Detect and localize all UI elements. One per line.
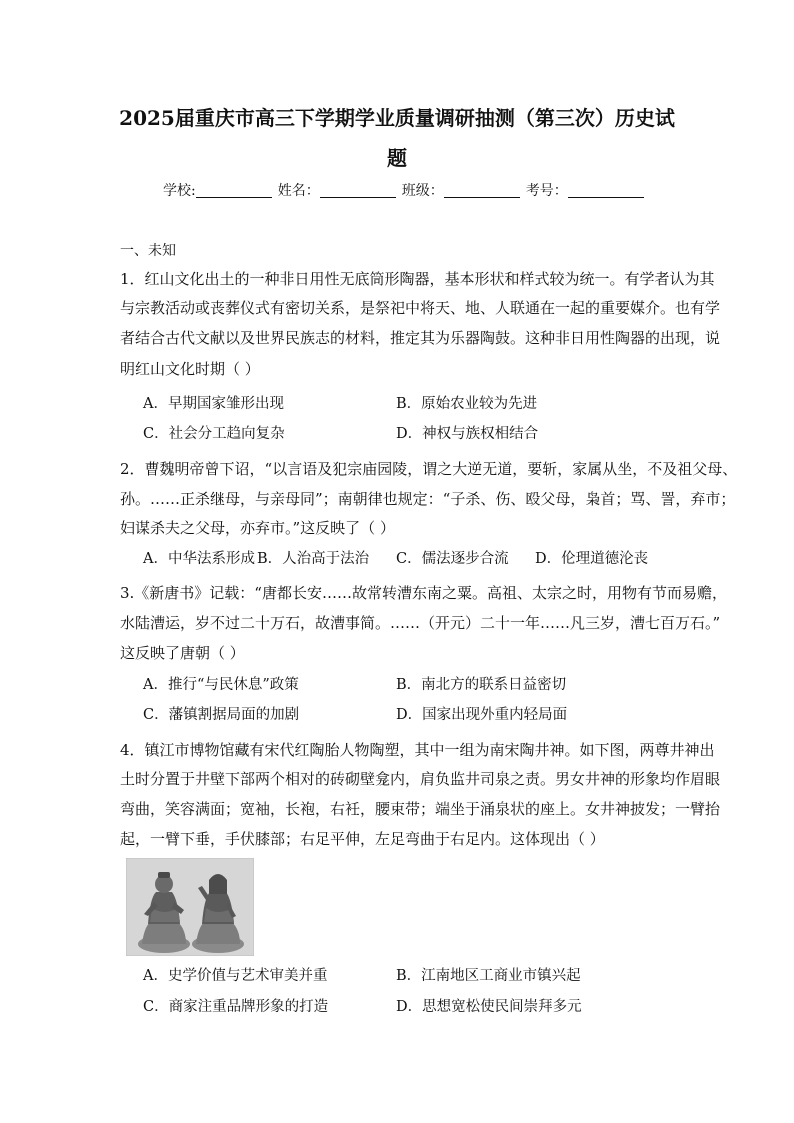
q2-options-row xyxy=(143,549,683,569)
q3-option-d[interactable]: D．国家出现外重内轻局面 xyxy=(396,707,568,723)
q4-options-row-1 xyxy=(143,966,683,986)
q2-stem-line-2: 孙。……正杀继母，与亲母同”；南朝律也规定：“子杀、伤、殴父母，枭首；骂、詈，弃市； xyxy=(120,490,736,508)
q3-option-b[interactable]: B．南北方的联系日益密切 xyxy=(396,677,567,693)
q4-stem-line-3: 弯曲，笑容满面；宽袖，长袍，右衽，腰束带；端坐于涌泉状的座上。女井神披发；一臂抬 xyxy=(120,800,721,818)
name-label: 姓名： xyxy=(277,183,320,199)
q1-stem-line-1: 1．红山文化出土的一种非日用性无底筒形陶器，基本形状和样式较为统一。有学者认为其 xyxy=(120,270,715,288)
q4-option-b[interactable]: B．江南地区工商业市镇兴起 xyxy=(396,968,581,984)
q1-stem-line-2: 与宗教活动或丧葬仪式有密切关系，是祭祀中将天、地、人联通在一起的重要媒介。也有学 xyxy=(120,299,721,317)
q1-option-d[interactable]: D．神权与族权相结合 xyxy=(396,426,539,442)
q3-options-row-2 xyxy=(143,705,683,725)
name-blank[interactable] xyxy=(320,183,396,198)
exam-number-blank[interactable] xyxy=(568,183,644,198)
q2-stem-line-1: 2．曹魏明帝曾下诏，“以言语及犯宗庙园陵，谓之大逆无道，要斩，家属从坐，不及祖父母、 xyxy=(120,460,738,478)
q1-stem-line-4: 明红山文化时期（ ） xyxy=(120,360,260,378)
q4-option-d[interactable]: D．思想宽松使民间崇拜多元 xyxy=(396,999,582,1015)
q3-option-a[interactable]: A．推行“与民休息”政策 xyxy=(143,677,299,693)
q4-stem-line-2: 土时分置于井壁下部两个相对的砖砌壁龛内，肩负监井司泉之责。男女井神的形象均作眉眼 xyxy=(120,770,721,788)
well-god-figurines-photo xyxy=(126,858,254,956)
exam-number-label: 考号： xyxy=(525,183,568,199)
q2-option-a[interactable]: A．中华法系形成 xyxy=(143,551,255,567)
q2-stem-line-3: 妇谋杀夫之父母，亦弃市。”这反映了（ ） xyxy=(120,519,395,537)
section-heading: 一、未知 xyxy=(120,243,176,259)
class-label: 班级： xyxy=(401,183,444,199)
school-blank[interactable] xyxy=(196,183,272,198)
q4-options-row-2 xyxy=(143,997,683,1017)
class-blank[interactable] xyxy=(444,183,520,198)
exam-title-line-2: 题 xyxy=(387,146,407,170)
q1-option-a[interactable]: A．早期国家雏形出现 xyxy=(143,396,284,412)
q3-stem-line-2: 水陆漕运，岁不过二十万石，故漕事简。……（开元）二十一年……凡三岁，漕七百万石。” xyxy=(120,614,721,632)
exam-title-line-1: 2025届重庆市高三下学期学业质量调研抽测（第三次）历史试 xyxy=(119,106,675,130)
q4-option-a[interactable]: A．史学价值与艺术审美并重 xyxy=(143,968,328,984)
q1-options-row-2 xyxy=(143,424,683,444)
q1-option-c[interactable]: C．社会分工趋向复杂 xyxy=(143,426,285,442)
figurines-illustration xyxy=(126,858,254,956)
q2-option-d[interactable]: D．伦理道德沦丧 xyxy=(535,551,649,567)
q3-option-c[interactable]: C．藩镇割据局面的加剧 xyxy=(143,707,300,723)
q2-option-b[interactable]: B．人治高于法治 xyxy=(257,551,370,567)
q3-options-row-1 xyxy=(143,675,683,695)
q1-options-row-1 xyxy=(143,394,683,414)
q4-stem-line-1: 4．镇江市博物馆藏有宋代红陶胎人物陶塑，其中一组为南宋陶井神。如下图，两尊井神出 xyxy=(120,741,715,759)
q4-stem-line-4: 起，一臂下垂，手伏膝部；右足平伸，左足弯曲于右足内。这体现出（ ） xyxy=(120,830,605,848)
school-label: 学校: xyxy=(163,183,196,199)
q1-option-b[interactable]: B．原始农业较为先进 xyxy=(396,396,538,412)
q3-stem-line-3: 这反映了唐朝（ ） xyxy=(120,644,245,662)
student-info-row xyxy=(163,182,643,200)
q1-stem-line-3: 者结合古代文献以及世界民族志的材料，推定其为乐器陶鼓。这种非日用性陶器的出现，说 xyxy=(120,329,721,347)
q4-option-c[interactable]: C．商家注重品牌形象的打造 xyxy=(143,999,329,1015)
q2-option-c[interactable]: C．儒法逐步合流 xyxy=(396,551,509,567)
q3-stem-line-1: 3.《新唐书》记载：“唐都长安……故常转漕东南之粟。高祖、太宗之时，用物有节而易赡， xyxy=(120,584,727,602)
